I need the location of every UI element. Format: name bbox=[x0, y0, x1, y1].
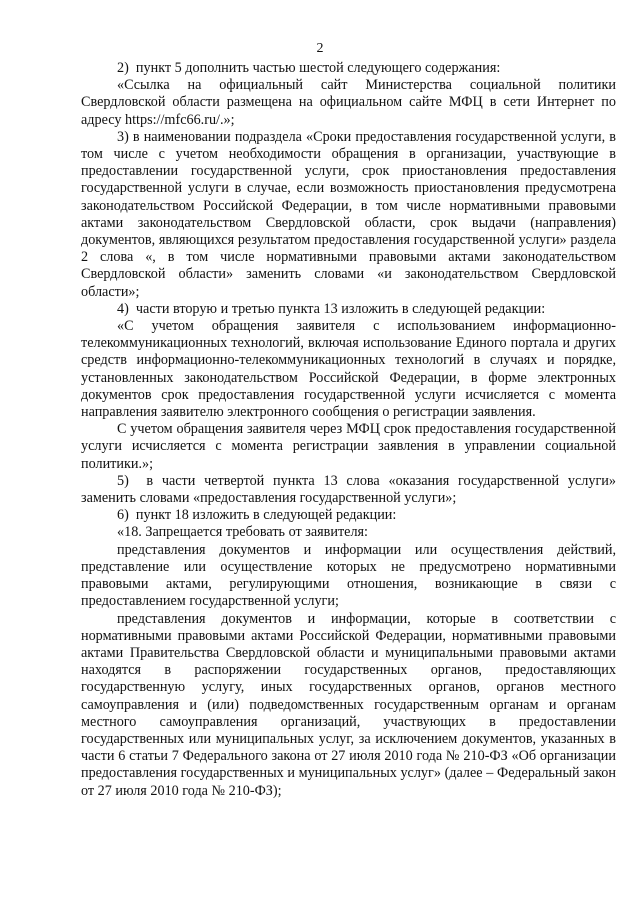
paragraph: 5) в части четвертой пункта 13 слова «оказания государственной услуги» заменить словами «предоставления государственной услуги»; bbox=[81, 472, 616, 507]
paragraph: 2) пункт 5 дополнить частью шестой следующего содержания: bbox=[117, 60, 501, 76]
paragraph: 6) пункт 18 изложить в следующей редакции: bbox=[117, 507, 397, 524]
page-number: 2 bbox=[316, 41, 324, 56]
paragraph: 4) части вторую и третью пункта 13 изложить в следующей редакции: bbox=[117, 300, 546, 317]
paragraph: 3) в наименовании подраздела «Сроки предоставления государственной услуги, в том числе с учетом необходимости обращения в организации, участвующие в предоставлении государственной услуги, срок приостановления предоставления государственной услуги в случае, если возможность приостановления предусмотрена законодательством Российской Федерации, в том числе нормативными правовыми актами законодательством Свердловской области, срок выдачи (направления) документов, являющихся результатом предоставления государственной услуги» раздела 2 слова «, в том числе нормативными правовыми актами законодательством Свердловской области» заменить словами «и законодательством Свердловской области»; bbox=[81, 128, 616, 300]
paragraph: представления документов и информации или осуществления действий, представление или осуществление которых не предусмотрено нормативными правовыми актами, регулирующими отношения, возникающие в связи с предоставлением государственной услуги; bbox=[81, 541, 616, 610]
paragraph: представления документов и информации, которые в соответствии с нормативными правовыми актами Российской Федерации, нормативными правовыми актами Правительства Свердловской области и муниципальными правовыми актами находятся в распоряжении государственных органов, предоставляющих государственную услугу, иных государственных органов, органов местного самоуправления и (или) подведомственных государственным органам и органам местного самоуправления организаций, участвующих в предоставлении государственных или муниципальных услуг, за исключением документов, указанных в части 6 статьи 7 Федерального закона от 27 июля 2010 года № 210-ФЗ «Об организации предоставления государственных и муниципальных услуг» (далее – Федеральный закон от 27 июля 2010 года № 210-ФЗ); bbox=[81, 610, 616, 799]
paragraph: С учетом обращения заявителя через МФЦ срок предоставления государственной услуги исчисляется с момента регистрации заявления в управлении социальной политики.»; bbox=[81, 421, 616, 472]
document-body bbox=[81, 60, 616, 800]
paragraph: «Ссылка на официальный сайт Министерства социальной политики Свердловской области размещена на официальном сайте МФЦ в сети Интернет по адресу https://mfc66.ru/.»; bbox=[81, 77, 616, 128]
paragraph: «С учетом обращения заявителя с использованием информационно-телекоммуникационных технологий, включая использование Единого портала и других средств информационно-телекоммуникационных технологий в случаях и порядке, установленных законодательством Российской Федерации, в форме электронных документов срок предоставления государственной услуги исчисляется с момента направления заявителю электронного сообщения о регистрации заявления. bbox=[81, 318, 616, 421]
paragraph: «18. Запрещается требовать от заявителя: bbox=[117, 524, 368, 541]
